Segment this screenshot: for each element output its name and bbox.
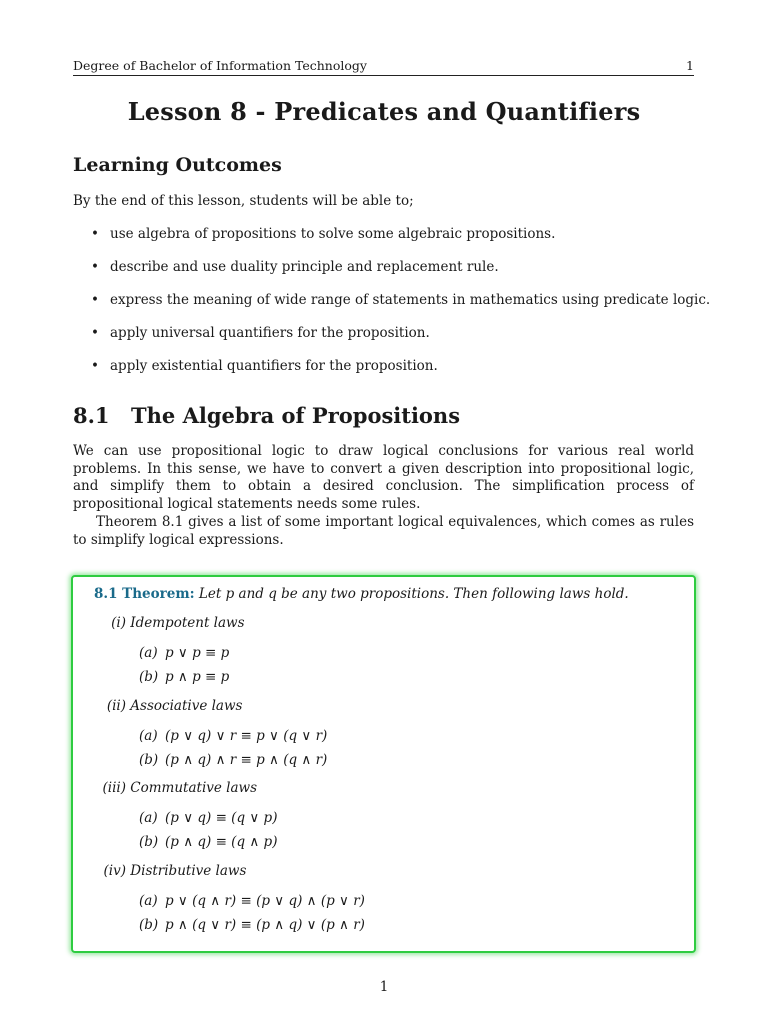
list-item: [73, 259, 713, 292]
item-expression: (p ∨ q) ∨ r ≡ p ∨ (q ∨ r): [165, 728, 328, 744]
item-label: (b): [139, 752, 159, 768]
law-name: Distributive laws: [130, 863, 247, 879]
item-label: (a): [139, 810, 158, 826]
law-associative: [103, 698, 242, 714]
law-distributive: [101, 863, 246, 879]
law-number: (iv): [103, 863, 126, 879]
section-heading: [73, 403, 460, 428]
law-item: [139, 810, 277, 826]
item-expression: p ∧ (q ∨ r) ≡ (p ∧ q) ∨ (p ∧ r): [165, 917, 365, 933]
header-course-title: Degree of Bachelor of Information Technology: [73, 58, 367, 73]
item-expression: p ∨ p ≡ p: [165, 645, 230, 661]
bullet-icon: •: [91, 226, 99, 242]
item-label: (a): [139, 728, 158, 744]
section-paragraph-2: Theorem 8.1 gives a list of some important logical equivalences, which comes as rules to simplify logical expressions.: [73, 514, 694, 548]
law-name: Commutative laws: [130, 780, 258, 796]
bullet-icon: •: [91, 358, 99, 374]
law-idempotent: [107, 615, 245, 631]
law-name: Associative laws: [130, 698, 243, 714]
list-item: [73, 292, 713, 325]
item-label: (b): [139, 917, 159, 933]
item-expression: (p ∨ q) ≡ (q ∨ p): [165, 810, 278, 826]
law-number: (ii): [106, 698, 126, 714]
outcome-text: apply universal quantifiers for the proposition.: [110, 325, 430, 341]
outcome-text: describe and use duality principle and replacement rule.: [110, 259, 499, 275]
list-item: [73, 325, 713, 358]
bullet-icon: •: [91, 292, 99, 308]
item-label: (b): [139, 669, 159, 685]
law-item: [139, 834, 277, 850]
section-number: 8.1: [73, 403, 110, 428]
law-item: [139, 645, 229, 661]
item-expression: p ∨ (q ∧ r) ≡ (p ∨ q) ∧ (p ∨ r): [165, 893, 365, 909]
footer-page-number: 1: [379, 979, 389, 995]
item-label: (a): [139, 893, 158, 909]
law-name: Idempotent laws: [130, 615, 245, 631]
running-header: [73, 57, 694, 76]
law-item: [139, 917, 365, 933]
theorem-label: 8.1 Theorem:: [94, 586, 195, 602]
item-label: (a): [139, 645, 158, 661]
item-expression: (p ∧ q) ∧ r ≡ p ∧ (q ∧ r): [165, 752, 328, 768]
law-item: [139, 728, 327, 744]
theorem-header: [94, 586, 629, 602]
header-page-number: 1: [686, 58, 694, 73]
learning-outcomes-list: [73, 226, 713, 391]
law-item: [139, 752, 327, 768]
bullet-icon: •: [91, 325, 99, 341]
learning-outcomes-intro: By the end of this lesson, students will be able to;: [73, 193, 414, 209]
law-item: [139, 893, 365, 909]
item-expression: p ∧ p ≡ p: [165, 669, 230, 685]
theorem-statement: Let p and q be any two propositions. Then following laws hold.: [198, 586, 629, 602]
outcome-text: use algebra of propositions to solve some algebraic propositions.: [110, 226, 556, 242]
law-number: (i): [111, 615, 126, 631]
law-commutative: [99, 780, 257, 796]
lesson-title: Lesson 8 - Predicates and Quantifiers: [127, 97, 641, 126]
law-number: (iii): [102, 780, 126, 796]
outcome-text: express the meaning of wide range of statements in mathematics using predicate logic.: [110, 292, 711, 308]
law-item: [139, 669, 229, 685]
bullet-icon: •: [91, 259, 99, 275]
list-item: [73, 358, 713, 391]
item-expression: (p ∧ q) ≡ (q ∧ p): [165, 834, 278, 850]
section-title: The Algebra of Propositions: [131, 403, 461, 428]
section-paragraph-1: We can use propositional logic to draw logical conclusions for various real world problems. In this sense, we have to convert a given description into propositional logic, and simplify them to obtain a desired conclusion. The simplification process of propositional logical statements needs some rules.: [73, 443, 694, 512]
item-label: (b): [139, 834, 159, 850]
theorem-box: [71, 575, 696, 953]
outcome-text: apply existential quantifiers for the proposition.: [110, 358, 438, 374]
list-item: [73, 226, 713, 259]
learning-outcomes-heading: Learning Outcomes: [73, 154, 282, 176]
